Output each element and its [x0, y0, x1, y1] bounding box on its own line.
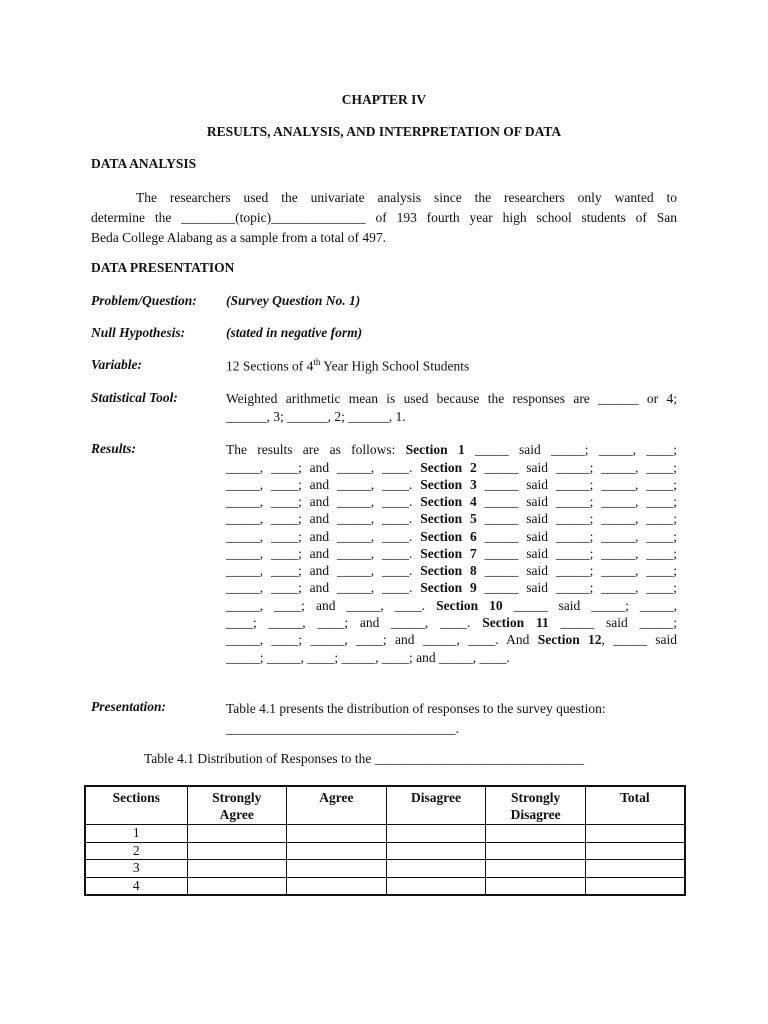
row-section-number: 1 [85, 825, 187, 843]
table-cell [386, 842, 486, 860]
table-row [85, 860, 685, 878]
chapter-heading: CHAPTER IV [341, 92, 427, 107]
presentation-label: Presentation: [91, 699, 167, 714]
paragraph-line-3: Beda College Alabang as a sample from a total of 497. [91, 230, 387, 245]
table-cell [486, 842, 586, 860]
results-label: Results: [91, 441, 137, 456]
variable-value: 12 Sections of 4th Year High School Students [226, 357, 470, 374]
row-section-number: 3 [85, 860, 187, 878]
table-cell [187, 860, 287, 878]
results-line-8: _____, ____; and _____, ____. Section 8 _____ said _____; _____, ____; [226, 563, 678, 578]
chapter-title: RESULTS, ANALYSIS, AND INTERPRETATION OF DATA [206, 124, 562, 139]
row-section-number: 2 [85, 842, 187, 860]
table-cell [287, 860, 387, 878]
table-cell [287, 842, 387, 860]
table-header-row [85, 786, 685, 825]
results-line-7: _____, ____; and _____, ____. Section 7 _____ said _____; _____, ____; [226, 546, 678, 561]
table-cell [386, 860, 486, 878]
header-agree: Agree [287, 786, 387, 825]
table-cell [187, 825, 287, 843]
statistical-tool-value: Weighted arithmetic mean is used because the responses are ______ or 4; ______, 3; ______, 2; ______, 1. [226, 391, 677, 424]
table-row [85, 842, 685, 860]
table-cell [187, 877, 287, 895]
results-line-1: The results are as follows: Section 1 _____ said _____; _____, ____; [226, 442, 678, 457]
table-cell [386, 825, 486, 843]
table-cell [585, 877, 685, 895]
results-line-9: _____, ____; and _____, ____. Section 9 _____ said _____; _____, ____; [226, 580, 678, 595]
table-cell [486, 860, 586, 878]
table-cell [585, 842, 685, 860]
paragraph-line-1: The researchers used the univariate analysis since the researchers only wanted to [136, 190, 677, 205]
results-line-4: _____, ____; and _____, ____. Section 4 _____ said _____; _____, ____; [226, 494, 678, 509]
distribution-table [84, 785, 686, 896]
data-analysis-heading: DATA ANALYSIS [91, 156, 197, 171]
table-cell [287, 877, 387, 895]
results-line-5: _____, ____; and _____, ____. Section 5 _____ said _____; _____, ____; [226, 511, 678, 526]
table-cell [386, 877, 486, 895]
variable-label: Variable: [91, 357, 143, 372]
table-row [85, 877, 685, 895]
data-analysis-paragraph [91, 188, 677, 248]
results-line-11: ____; _____, ____; and _____, ____. Section 11 _____ said _____; [226, 615, 677, 630]
table-row [85, 825, 685, 843]
data-presentation-heading: DATA PRESENTATION [91, 260, 235, 275]
results-line-13: _____; _____, ____; _____, ____; and _____, ____. [226, 650, 510, 665]
problem-value: (Survey Question No. 1) [226, 293, 361, 308]
table-cell [585, 860, 685, 878]
table-cell [486, 825, 586, 843]
header-sections: Sections [85, 786, 187, 825]
null-hypothesis-label: Null Hypothesis: [91, 325, 186, 340]
table-cell [585, 825, 685, 843]
presentation-value: Table 4.1 presents the distribution of responses to the survey question: __________________________________. [226, 701, 606, 736]
table-cell [486, 877, 586, 895]
header-disagree: Disagree [386, 786, 486, 825]
statistical-tool-label: Statistical Tool: [91, 390, 178, 405]
header-total: Total [585, 786, 685, 825]
header-strongly-disagree: Strongly Disagree [486, 786, 586, 825]
results-line-10: _____, ____; and _____, ____. Section 10 _____ said _____; _____, [226, 598, 677, 613]
table-cell [287, 825, 387, 843]
results-line-6: _____, ____; and _____, ____. Section 6 _____ said _____; _____, ____; [226, 529, 678, 544]
results-line-3: _____, ____; and _____, ____. Section 3 _____ said _____; _____, ____; [226, 477, 678, 492]
problem-label: Problem/Question: [91, 293, 197, 308]
row-section-number: 4 [85, 877, 187, 895]
header-strongly-agree: Strongly Agree [187, 786, 287, 825]
table-caption: Table 4.1 Distribution of Responses to the _______________________________ [144, 751, 585, 766]
results-line-12: _____, ____; _____, ____; and _____, ____. And Section 12, _____ said [226, 632, 678, 647]
results-line-2: _____, ____; and _____, ____. Section 2 _____ said _____; _____, ____; [226, 460, 678, 475]
table-cell [187, 842, 287, 860]
paragraph-line-2: determine the ________(topic)______________ of 193 fourth year high school students of San [91, 210, 677, 225]
null-hypothesis-value: (stated in negative form) [226, 325, 363, 340]
